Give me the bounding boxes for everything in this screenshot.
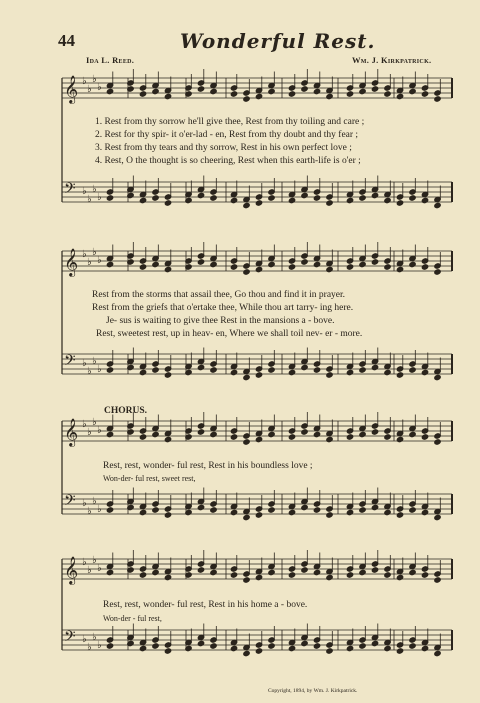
bass-clef-icon: 𝄢 [64, 180, 76, 201]
note-head [346, 509, 353, 515]
note-head [230, 91, 237, 97]
note-head [197, 192, 204, 198]
note-head [197, 567, 204, 573]
note-head [371, 567, 378, 573]
note-head [139, 645, 146, 651]
chorus-line-1: Rest, rest, wonder- ful rest, Rest in his boundless love ; [103, 461, 313, 471]
note-head [230, 264, 237, 270]
flat-icon: ♭ [97, 640, 102, 651]
note-head [371, 192, 378, 198]
note-head [139, 509, 146, 515]
note-head [409, 431, 416, 437]
note-head [106, 569, 113, 575]
note-head [288, 434, 295, 440]
note-head [243, 269, 250, 275]
note-head [152, 431, 159, 437]
note-head [313, 431, 320, 437]
note-head [152, 195, 159, 201]
note-head [434, 202, 441, 208]
note-head [268, 507, 275, 513]
note-head [288, 645, 295, 651]
note-head [434, 269, 441, 275]
note-head [371, 86, 378, 92]
note-head [384, 572, 391, 578]
note-head [197, 640, 204, 646]
note-head [164, 372, 171, 378]
note-head [301, 504, 308, 510]
flat-icon: ♭ [87, 565, 92, 576]
flat-icon: ♭ [92, 555, 97, 566]
flat-icon: ♭ [97, 425, 102, 436]
note-head [313, 507, 320, 513]
flat-icon: ♭ [92, 356, 97, 367]
note-head [210, 569, 217, 575]
note-head [139, 197, 146, 203]
note-head [301, 429, 308, 435]
chorus-line-2-alto: Won-der - ful rest, [103, 614, 162, 623]
flat-icon: ♭ [82, 358, 87, 369]
note-head [268, 367, 275, 373]
note-head [164, 93, 171, 99]
flat-icon: ♭ [87, 84, 92, 95]
bass-clef-icon: 𝄢 [64, 492, 76, 513]
chorus-line-1-alto: Won-der- ful rest, sweet rest, [103, 474, 196, 483]
note-head [359, 88, 366, 94]
note-head [139, 369, 146, 375]
note-head [288, 91, 295, 97]
note-head [396, 372, 403, 378]
note-head [152, 88, 159, 94]
flat-icon: ♭ [92, 74, 97, 85]
note-head [326, 574, 333, 580]
note-head [243, 439, 250, 445]
note-head [243, 514, 250, 520]
treble-clef-icon: 𝄞 [64, 248, 79, 276]
note-head [421, 91, 428, 97]
note-head [301, 86, 308, 92]
flat-icon: ♭ [87, 427, 92, 438]
note-head [139, 264, 146, 270]
note-head [359, 643, 366, 649]
note-head [346, 572, 353, 578]
note-head [384, 509, 391, 515]
verse-3-line-2: Je- sus is waiting to give thee Rest in the mansions a - bove. [106, 316, 335, 326]
note-head [268, 431, 275, 437]
note-head [434, 374, 441, 380]
note-head [230, 572, 237, 578]
note-head [346, 434, 353, 440]
verse-1-line-2: Rest from the storms that assail thee, Go thou and find it in prayer. [92, 290, 346, 300]
note-head [346, 369, 353, 375]
note-head [288, 369, 295, 375]
note-head [301, 259, 308, 265]
flat-icon: ♭ [82, 634, 87, 645]
note-head [313, 195, 320, 201]
note-head [359, 569, 366, 575]
note-head [210, 261, 217, 267]
note-head [197, 429, 204, 435]
note-head [301, 364, 308, 370]
note-head [106, 195, 113, 201]
note-head [152, 261, 159, 267]
note-head [384, 645, 391, 651]
note-head [359, 195, 366, 201]
bass-clef-icon: 𝄢 [64, 352, 76, 373]
flat-icon: ♭ [82, 557, 87, 568]
note-head [313, 88, 320, 94]
note-head [434, 96, 441, 102]
note-head [164, 512, 171, 518]
note-head [268, 88, 275, 94]
note-head [326, 372, 333, 378]
note-head [197, 364, 204, 370]
note-head [230, 509, 237, 515]
note-head [384, 434, 391, 440]
verse-4-line-1: 4. Rest, O the thought is so cheering, Rest when this earth-life is o'er ; [95, 156, 361, 166]
note-head [409, 88, 416, 94]
note-head [152, 643, 159, 649]
note-head [421, 264, 428, 270]
note-head [210, 507, 217, 513]
note-head [106, 431, 113, 437]
verse-1-line-1: 1. Rest from thy sorrow he'll give thee, Rest from thy toiling and care ; [95, 117, 365, 127]
note-head [243, 96, 250, 102]
note-head [409, 569, 416, 575]
flat-icon: ♭ [97, 82, 102, 93]
flat-icon: ♭ [92, 496, 97, 507]
note-head [326, 648, 333, 654]
note-head [421, 645, 428, 651]
note-head [434, 439, 441, 445]
note-head [371, 640, 378, 646]
note-head [346, 197, 353, 203]
flat-icon: ♭ [92, 417, 97, 428]
note-head [243, 650, 250, 656]
note-head [409, 643, 416, 649]
note-head [152, 367, 159, 373]
note-head [313, 367, 320, 373]
flat-icon: ♭ [82, 76, 87, 87]
note-head [255, 436, 262, 442]
note-head [106, 261, 113, 267]
note-head [421, 509, 428, 515]
note-head [139, 572, 146, 578]
note-head [421, 572, 428, 578]
note-head [359, 261, 366, 267]
note-head [396, 266, 403, 272]
note-head [326, 436, 333, 442]
hymn-title: Wonderful Rest. [180, 29, 376, 53]
flat-icon: ♭ [82, 249, 87, 260]
note-head [288, 197, 295, 203]
note-head [346, 264, 353, 270]
copyright-notice: Copyright, 1894, by Wm. J. Kirkpatrick. [268, 688, 358, 694]
note-head [384, 91, 391, 97]
chorus-line-2: Rest, rest, wonder- ful rest, Rest in his home a - bove. [103, 600, 308, 610]
note-head [301, 567, 308, 573]
note-head [152, 507, 159, 513]
note-head [210, 88, 217, 94]
note-head [421, 434, 428, 440]
flat-icon: ♭ [82, 419, 87, 430]
note-head [384, 264, 391, 270]
note-head [230, 369, 237, 375]
lyricist-credit: Ida L. Reed. [86, 55, 135, 65]
note-head [139, 91, 146, 97]
note-head [164, 436, 171, 442]
note-head [152, 569, 159, 575]
note-head [243, 374, 250, 380]
note-head [230, 645, 237, 651]
treble-clef-icon: 𝄞 [64, 556, 79, 584]
note-head [409, 367, 416, 373]
note-head [230, 197, 237, 203]
note-head [409, 507, 416, 513]
flat-icon: ♭ [92, 632, 97, 643]
note-head [396, 512, 403, 518]
note-head [301, 640, 308, 646]
note-head [434, 577, 441, 583]
note-head [210, 195, 217, 201]
note-head [139, 434, 146, 440]
flat-icon: ♭ [87, 194, 92, 205]
note-head [371, 364, 378, 370]
treble-clef-icon: 𝄞 [64, 418, 79, 446]
note-head [313, 643, 320, 649]
note-head [197, 504, 204, 510]
note-head [326, 93, 333, 99]
note-head [243, 202, 250, 208]
note-head [243, 577, 250, 583]
verse-2-line-2: Rest from the griefs that o'ertake thee, While thou art tarry- ing here. [92, 303, 354, 313]
note-head [197, 86, 204, 92]
note-head [434, 514, 441, 520]
note-head [396, 648, 403, 654]
note-head [421, 197, 428, 203]
note-head [210, 643, 217, 649]
chorus-label: CHORUS. [104, 406, 148, 416]
note-head [288, 264, 295, 270]
flat-icon: ♭ [92, 184, 97, 195]
verse-4-line-2: Rest, sweetest rest, up in heav- en, Where we shall toil nev- er - more. [96, 329, 363, 339]
note-head [384, 369, 391, 375]
note-head [409, 261, 416, 267]
note-head [210, 431, 217, 437]
note-head [268, 261, 275, 267]
note-head [326, 512, 333, 518]
note-head [268, 195, 275, 201]
flat-icon: ♭ [87, 366, 92, 377]
note-head [434, 650, 441, 656]
treble-clef-icon: 𝄞 [64, 75, 79, 103]
flat-icon: ♭ [82, 498, 87, 509]
note-head [255, 200, 262, 206]
note-head [371, 504, 378, 510]
flat-icon: ♭ [87, 506, 92, 517]
flat-icon: ♭ [97, 563, 102, 574]
verse-3-line-1: 3. Rest from thy tears and thy sorrow, Rest in his own perfect love ; [95, 143, 352, 153]
flat-icon: ♭ [87, 642, 92, 653]
note-head [197, 259, 204, 265]
note-head [371, 429, 378, 435]
note-head [268, 643, 275, 649]
note-head [313, 569, 320, 575]
note-head [106, 88, 113, 94]
note-head [255, 372, 262, 378]
verse-2-line-1: 2. Rest for thy spir- it o'er-lad - en, Rest from thy doubt and thy fear ; [95, 130, 359, 140]
flat-icon: ♭ [97, 192, 102, 203]
note-head [396, 93, 403, 99]
note-head [359, 367, 366, 373]
flat-icon: ♭ [87, 257, 92, 268]
note-head [164, 574, 171, 580]
note-head [268, 569, 275, 575]
note-head [255, 266, 262, 272]
note-head [396, 574, 403, 580]
note-head [106, 643, 113, 649]
note-head [164, 266, 171, 272]
note-head [164, 200, 171, 206]
flat-icon: ♭ [97, 255, 102, 266]
note-head [301, 192, 308, 198]
note-head [359, 431, 366, 437]
note-head [288, 572, 295, 578]
note-head [230, 434, 237, 440]
note-head [384, 197, 391, 203]
note-head [288, 509, 295, 515]
note-head [421, 369, 428, 375]
flat-icon: ♭ [92, 247, 97, 258]
note-head [255, 574, 262, 580]
note-head [210, 367, 217, 373]
note-head [313, 261, 320, 267]
flat-icon: ♭ [97, 364, 102, 375]
note-head [326, 266, 333, 272]
note-head [255, 512, 262, 518]
note-head [359, 507, 366, 513]
note-head [164, 648, 171, 654]
composer-credit: Wm. J. Kirkpatrick. [352, 55, 432, 65]
flat-icon: ♭ [97, 504, 102, 515]
note-head [106, 367, 113, 373]
note-head [346, 645, 353, 651]
bass-clef-icon: 𝄢 [64, 628, 76, 649]
note-head [396, 200, 403, 206]
note-head [326, 200, 333, 206]
flat-icon: ♭ [82, 186, 87, 197]
note-head [255, 648, 262, 654]
note-head [371, 259, 378, 265]
note-head [106, 507, 113, 513]
note-head [255, 93, 262, 99]
page-number: 44 [58, 31, 75, 50]
note-head [346, 91, 353, 97]
note-head [396, 436, 403, 442]
note-head [409, 195, 416, 201]
